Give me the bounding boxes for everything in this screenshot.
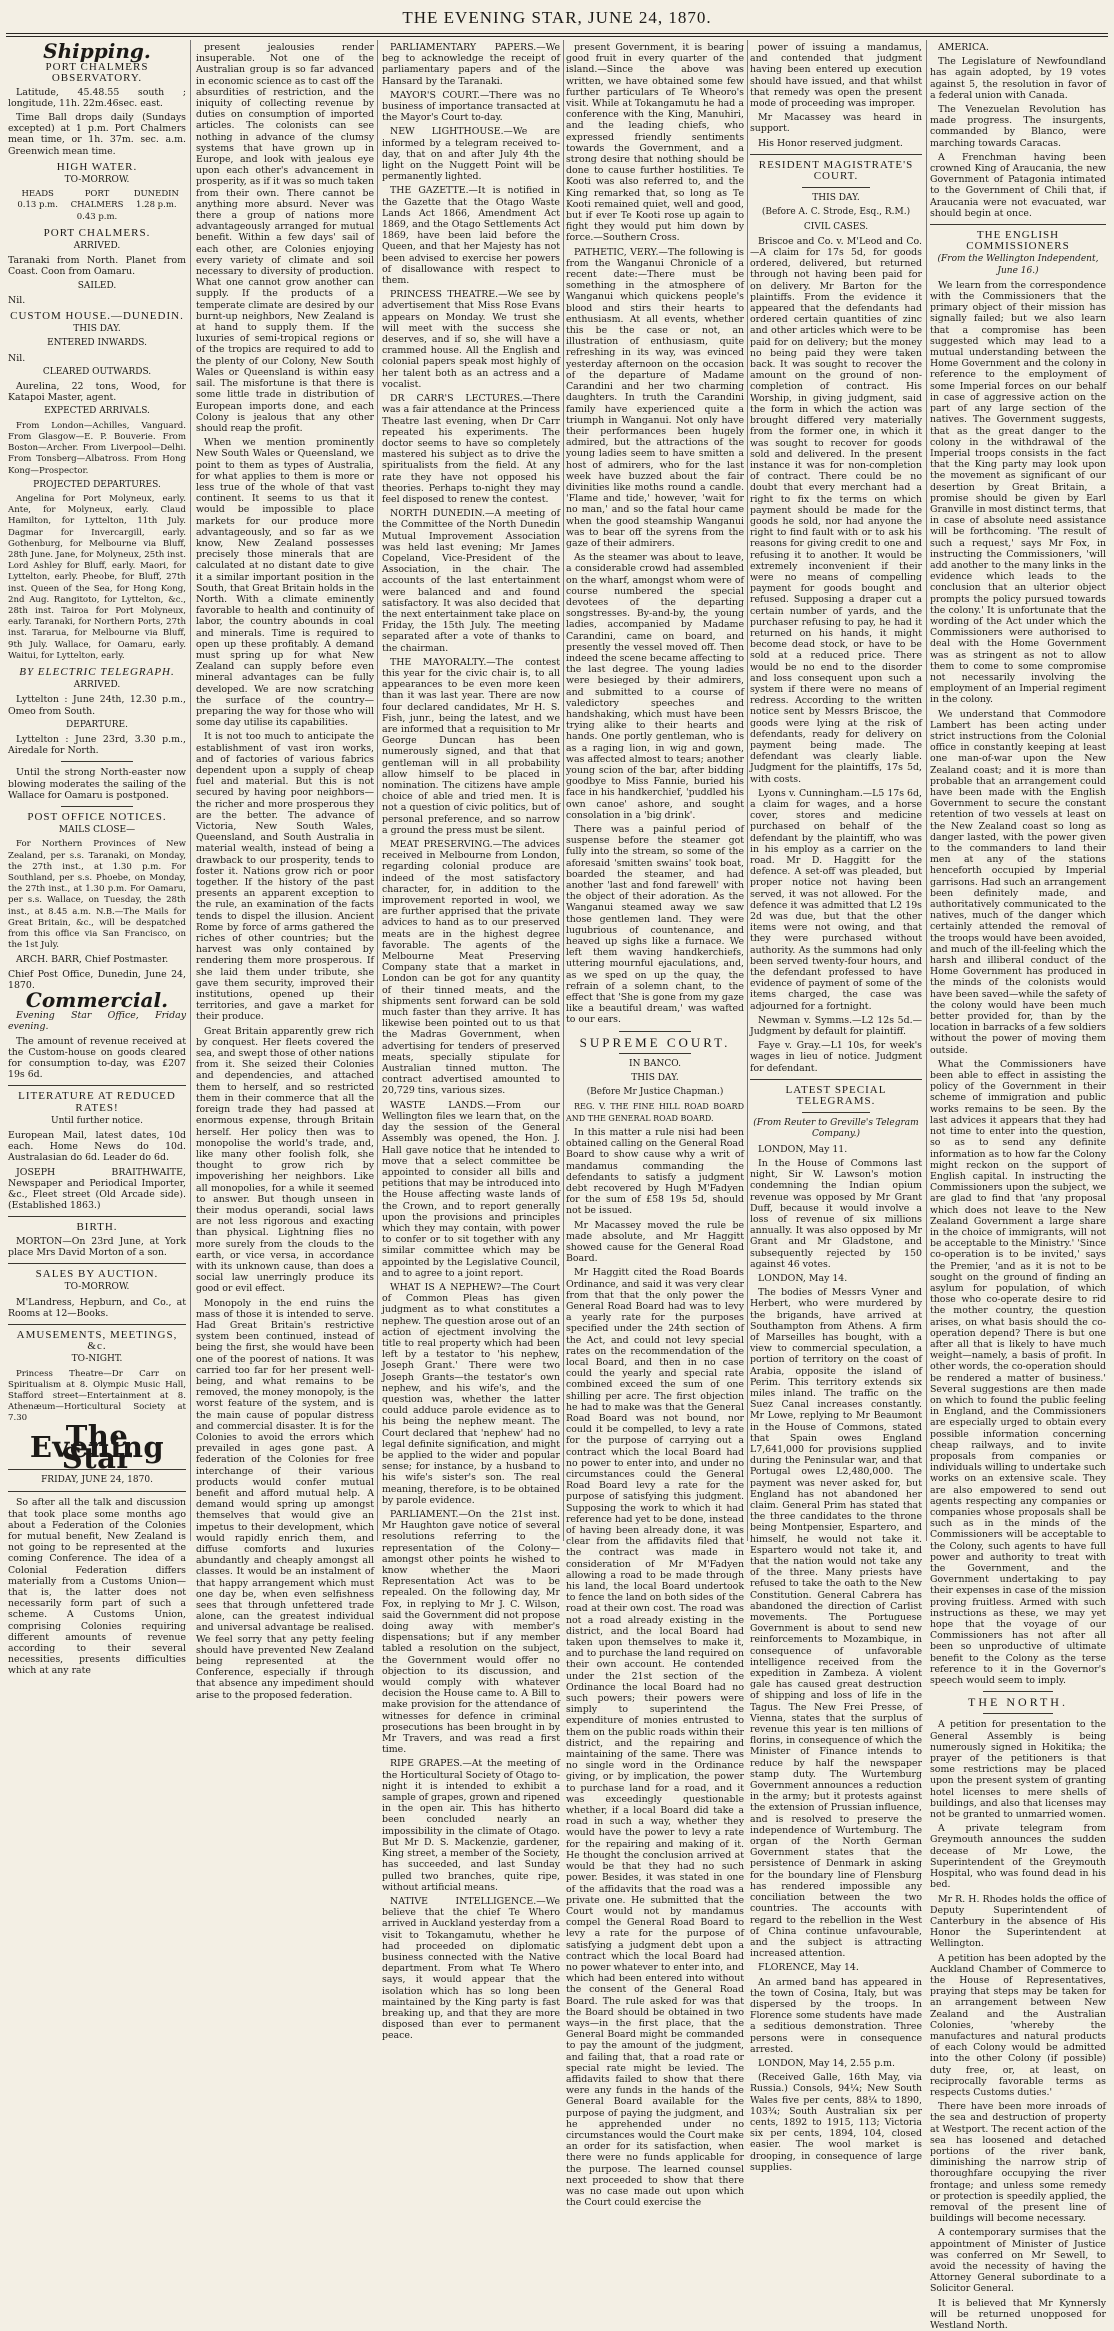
north-paragraph: A petition for presentation to the General Assembly is being numerously signed in Hokitika; the prayer of the petitioners is that some restrictions may be placed upon the present system of granting hotel licenses to mere shells of buildings, and also that licenses may not be granted to unmarried women.	[930, 1719, 1106, 1821]
literature-seller: JOSEPH BRAITHWAITE, Newspaper and Periodical Importer, &c., Fleet street (Old Arcade side). (Established 1863.)	[8, 1166, 186, 1212]
america-paragraph: The Legislature of Newfoundland has again adopted, by 19 votes against 5, the resolution in favor of a federal union with Canada.	[930, 56, 1106, 101]
divider	[619, 1053, 690, 1054]
entered-label: ENTERED INWARDS.	[47, 338, 147, 349]
high-water-sub: TO-MORROW.	[64, 175, 130, 186]
high-water-heading: HIGH WATER.	[56, 160, 138, 173]
news-paragraph: NEW LIGHTHOUSE.—We are informed by a telegram received to-day, that on and after July 4th the light on the Nuggett Point will be permanently lighted.	[382, 126, 560, 183]
news-paragraph: PATHETIC, VERY.—The following is from the Wanganui Chronicle of a recent date:—There must be something in the atmosphere of Wanganui which quickens people's blood and stirs their hearts to enthusiasm. At all events, whether this be the case or not, an illustration of enthusiasm, quite refreshing in its way, was evinced yesterday afternoon on the occasion of the departure of Madame Carandini and her two charming daughters. In truth the Carandini family have experienced quite a triumph in Wanganui. Not only have their performances been hugely admired, but the attractions of the young ladies seem to have smitten a host of admirers, who for the last week have buzzed about the fair divinities like moths round a candle. 'Flame and tide,' however, 'wait for no man,' and so the fatal hour came when the good steamship Wanganui was to bear off the syrens from the gaze of their admirers.	[566, 246, 744, 549]
column-shipping	[8, 39, 186, 1677]
commissioners-paragraph: We learn from the correspondence with the Commissioners that the primary object of their mission has signally failed; but we also learn that a compromise has been suggested which may lead to a mutual understanding between the Home Government and the colony in reference to the employment of some Imperial forces on our behalf in case of aggressive action on the part of any large section of the natives. The Government suggests, that as the great danger to the colony in the withdrawal of the Imperial troops consists in the fact that the King party may look upon the movement as significant of our desertion by Great Britain, a promise should be given by Earl Granville in most distinct terms, that in case of absolute need assistance will be forthcoming. 'The result of such a request,' says Mr Fox, in instructing the Commissioners, 'will add another to the many links in the evidence which leads to the conclusion that an ulterior object prompts the policy pursued towards the colony.' It is unfortunate that the wording of the Act under which the Commissioners were authorised to deal with the Home Government was as stringent as not to allow them to come to some compromise not necessarily involving the employment of an Imperial regiment in the colony.	[930, 279, 1106, 706]
commissioners-paragraph: We understand that Commodore Lambert has been acting under strict instructions from the Colonial office in constantly keeping at least one man-of-war upon the New Zealand coast; and it is more than probable that an arrangement could have been made with the English Government to secure the constant retention of two vessels at least on the New Zealand coast so long as danger lasted, with the power given to the commanders to land their men at any of the stations henceforth occupied by Imperial garrisons. Had such an arrangement been definitely made, and authoritatively communicated to the natives, much of the danger which certainly attended the removal of the troops would have been avoided, and much of the ill-feeling which the harsh and illiberal conduct of the Home Government has produced in the minds of the colonists would have been saved—while the safety of the colony would have been much better provided for, than by the location in barracks of a few soldiers without the power of moving them outside.	[930, 708, 1106, 1056]
divider	[8, 1324, 186, 1325]
editorial-paragraph: Great Britain apparently grew rich by conquest. Her fleets covered the sea, and swept those of other nations from it. She seized their Colonies and dependencies, and attached them to herself, and so restricted them in their commerce that all the foreign trade they had passed at enormous expense, through Britain herself. Her policy then was to monopolise the world's trade, and, like many other foolish folk, she thought to grow rich by impoverishing her neighbors. Like all monopolies, for a while it seemed to answer. But though unseen in their modus operandi, social laws are not less rigorous and exacting than physical. Lightning flies no more surely from the clouds to the earth, or vice versa, in accordance with its unknown cause, than does a social law unerringly produce its good or evil effect.	[196, 1025, 374, 1295]
divider	[983, 1691, 1053, 1692]
lead-article: So after all the talk and discussion that took place some months ago about a Federation of the Colonies for mutual benefit, New Zealand is not going to be represented at the coming Conference. The idea of a Colonial Federation differs materially from a Customs Union—that is, the latter does not necessarily form part of such a scheme. A Customs Union, comprising Colonies requiring different amounts of revenue according to their several necessities, presents difficulties which at any rate	[8, 1497, 186, 1677]
news-paragraph: MAYOR'S COURT.—There was no business of importance transacted at the Mayor's Court to-day.	[382, 89, 560, 124]
divider	[802, 187, 871, 188]
america-paragraph: A Frenchman having been crowned King of Araucania, the new Government of Patagonia intimated to the Government of Chili that, if Araucania were not evacuated, war should begin at once.	[930, 151, 1106, 219]
post-notice: For Northern Provinces of New Zealand, per s.s. Taranaki, on Monday, the 27th inst., at 1.30 p.m. For Southland, per s.s. Phoebe, on Monday, the 27th inst., at 1.30 p.m. For Oamaru, per s.s. Wallace, on Tuesday, the 28th inst., at 8.45 a.m. N.B.—The Mails for Great Britain, &c., will be despatched from this office via San Francisco, on the 1st July.	[8, 839, 186, 951]
telegram-text: The bodies of Messrs Vyner and Herbert, who were murdered by the brigands, have arrived at Southampton from Athens. A firm of Marseilles has bought, with a view to commercial speculation, a portion of territory on the coast of Arabia, opposite the island of Perim. This territory extends six miles inland. The traffic on the Suez Canal increases constantly. Mr Lowe, replying to Mr Beaumont in the House of Commons, stated that Spain owes England L7,641,000 for provisions supplied during the Peninsular war, and that Portugal owes L2,480,000. The payment was never asked for, but England has not abandoned her claim. General Prim has stated that the three candidates to the throne being Montpensier, Espartero, and himself, he would not take it. Espartero would not take it, and that the nation would not take any of the three. Many priests have refused to take the oath to the New Constitution. General Cabrera has abandoned the direction of Carlist movements. The Portuguese Government is about to send new reinforcements to Mozambique, in consequence of unfavorable intelligence received from the expedition in Zambeza. A violent gale has caused great destruction of shipping and loss of life in the Tagus. The New Frei Presse, of Vienna, states that the surplus of revenue this year is ten millions of florins, in consequence of which the Minister of Finance intends to reduce by half the newspaper stamp duty. The Wurtemburg Government announces a reduction in the army; but it protests against the extension of Prussian influence, and is resolved to preserve the independence of Wurtemburg. The organ of the North German Government states that the persistence of Denmark in asking for the boundary line of Flensburg has rendered impossible any conciliation between the two countries. The accounts with regard to the rebellion in the West of China continue unfavourable, and the subject is attracting increased attention.	[750, 1287, 922, 1960]
column-divider	[926, 40, 927, 1541]
court-paragraph: Mr Macassey was heard in support.	[750, 112, 922, 135]
america-heading: AMERICA.	[938, 42, 989, 53]
post-office-heading: POST OFFICE NOTICES.	[27, 810, 167, 823]
observatory-text: Latitude, 45.48.55 south ; longitude, 11h. 22m.46sec. east.	[8, 86, 186, 109]
news-paragraph: DR CARR'S LECTURES.—There was a fair attendance at the Princess Theatre last evening, when Dr Carr repeated his experiments. The doctor seems to have so completely mastered his subject as to drive the spiritualists from the field. At any rate they have not opposed his theories. Perhaps to-night they may feel disposed to renew the contest.	[382, 393, 560, 505]
north-paragraph: There have been more inroads of the sea and destruction of property at Westport. The recent action of the sea has loosened and detached portions of the river bank, diminishing the narrow strip of thoroughfare occupying the river frontage; and unless some remedy or protection is speedily applied, the removal of the present line of buildings will become necessary.	[930, 2101, 1106, 2225]
north-paragraph: A contemporary surmises that the appointment of Minister of Justice was conferred on Mr Sewell, to avoid the necessity of having the Attorney General subordinate to a Solicitor General.	[930, 2227, 1106, 2295]
column-divider	[563, 40, 564, 1541]
mails-label: MAILS CLOSE—	[58, 825, 136, 836]
telegraph-departure-label: DEPARTURE.	[66, 719, 128, 730]
column-local-news	[382, 42, 560, 2042]
tide-label: HEADS	[21, 189, 54, 200]
rm-before: (Before A. C. Strode, Esq., R.M.)	[761, 207, 911, 218]
news-paragraph: RIPE GRAPES.—At the meeting of the Horticultural Society of Otago to-night it is intended to exhibit a sample of grapes, grown and ripened in the open air. This has hitherto been concluded nearly an impossibility in the climate of Otago. But Mr D. S. Mackenzie, gardener, King street, a member of the Society, has succeeded, and last Sunday pulled two branches, quite ripe, without artificial means.	[382, 1758, 560, 1893]
auction-heading: SALES BY AUCTION.	[35, 1268, 159, 1281]
amusements-sub: TO-NIGHT.	[71, 1354, 123, 1365]
masthead: THE EVENING STAR, JUNE 24, 1870.	[402, 8, 712, 27]
telegram-dateline: FLORENCE, May 14.	[758, 1962, 859, 1974]
civil-case: Briscoe and Co. v. M'Leod and Co.—A claim for 17s 5d, for goods ordered, delivered, but returned through not having been paid for on delivery. Mr Barton for the plaintiffs. From the evidence it appeared that the defendants had ordered certain quantities of zinc and other articles which were to be paid for on delivery; but the money no being paid they were taken back. It was sought to recover the amount on the ground of non-completion of contract. His Worship, in giving judgment, said the form in which the action was brought differed very materially from the former one, in which it was sought to recover for goods sold and delivered. In the present instance it was for non-completion of contract. There could be no doubt that every merchant had a right to fix the terms on which payment should be made for the goods he sold, nor had anyone the right to find fault with or to ask his reasons for giving credit to one and refusing it to another. It would be extremely inconvenient if their were no means of compelling payment for goods bought and refused. Supposing a draper cut a certain number of yards, and the purchaser refusing to pay, he had it returned on his hands, it might become dead stock, or have to be sold at a reduced price. There would be no end to the disorder and loss consequent upon such a system if there were no means of redress. According to the written notice sent by Messrs Briscoe, the goods were lying at the risk of defendants, ready for delivery on payment being made. The defendant was clearly liable. Judgment for the plaintiffs, 17s 5d, with costs.	[750, 235, 922, 785]
telegrams-source: (From Reuter to Greville's Telegram Company.)	[753, 1118, 919, 1140]
literature-items: European Mail, latest dates, 10d each. Home News do 10d. Australasian do 6d. Leader do 6d.	[8, 1130, 186, 1164]
divider	[619, 1031, 690, 1032]
divider	[8, 1085, 186, 1086]
north-paragraph: Mr R. H. Rhodes holds the office of Deputy Superintendent of Canterbury in the absence of His Honor the Superintendent at Wellington.	[930, 1893, 1106, 1950]
telegraph-arrived: Lyttelton : June 24th, 12.30 p.m., Omeo from South.	[8, 694, 186, 717]
divider	[802, 1112, 871, 1113]
case-paragraph: In this matter a rule nisi had been obtained calling on the General Road Board to show cause why a writ of mandamus commanding the defendants to satisfy a judgment debt recovered by Hugh M'Fadyen for the sum of £58 19s 5d, should not be issued.	[566, 1126, 744, 1217]
paper-date: FRIDAY, JUNE 24, 1870.	[41, 1475, 153, 1486]
editorial-paragraph: present jealousies render insuperable. Not one of the Australian group is so far advanced in economic science as to cast off the absurdities of restriction, and the iniquity of collecting revenue by duties on consumption of imported articles. The colonists can see nothing in advance of the clumsy systems that have grown up in Europe, and look with jealous eye upon each other's advancement in prosperity, as if it was so much taken from their own. There cannot be anything more absurd. Never was there a group of nations more advantageously arranged for mutual benefit. Within a few days' sail of each other, are Colonies enjoying every variety of climate and soil necessary to diversity of production. What one cannot grow another can supply. If the products of a temperate climate are desired by our burnt-up neighbors, New Zealand is at hand to supply them. If the luxuries of semi-tropical regions or of the tropics are required to add to the plenty of our Colony, New South Wales or Queensland is within easy sail. The misfortune is that there is some little trade in distribution of European imports done, and each Colony is jealous that any other should reap the profit.	[196, 42, 374, 434]
editorial-paragraph: Monopoly in the end ruins the mass of those it is intended to serve. Had Great Britain's restrictive system been continued, instead of being the first, she would have been one of the poorest of nations. It was carried too far for her present well-being, and what remains to be removed, the money monopoly, is the worst feature of the system, and is the main cause of popular distress and commercial disaster. It is for the Colonies to avoid the errors which prevailed in ages gone past. A federation of the Colonies for free interchange of their various products would confer mutual benefit and afford mutual help. A demand would spring up amongst themselves that would give an impetus to their development, which would rapidly enrich them, and diffuse comforts and luxuries abundantly and cheaply amongst all classes. It would be an instalment of that happy arrangement which must one day be, when even selfishness sees that through unfettered trade alone, can the greatest individual and universal advantage be realised. We feel sorry that any petty feeling should have prevented New Zealand being represented at the Conference, especially if through that absence any impediment should arise to the proposed federation.	[196, 1297, 374, 1701]
auction-sub: TO-MORROW.	[64, 1282, 130, 1293]
cleared-label: CLEARED OUTWARDS.	[42, 366, 152, 377]
divider	[750, 1079, 922, 1080]
paper-title: The Evening Star	[29, 1418, 165, 1475]
arrived-list: Taranaki from North. Planet from Coast. Coon from Oamaru.	[8, 255, 186, 278]
masthead-rule-2	[6, 36, 1108, 37]
divider	[930, 224, 1106, 225]
news-paragraph: PARLIAMENTARY PAPERS.—We beg to acknowledge the receipt of parliamentary papers and of the Hansard by the Taranaki.	[382, 42, 560, 87]
telegrams-heading: LATEST SPECIAL TELEGRAMS.	[785, 1083, 887, 1108]
news-paragraph: WASTE LANDS.—From our Wellington files we learn that, on the day the session of the General Assembly was opened, the Hon. J. Hall gave notice that he intended to move that a select committee be appointed to consider all bills and petitions that may be introduced into the House affecting waste lands of the Crown, and to report generally upon the provisions and principles which they may contain, with power to confer or to sit together with any similar committee which may be appointed by the Legislative Council, and to agree to a joint report.	[382, 1099, 560, 1279]
birth-heading: BIRTH.	[76, 1221, 118, 1234]
news-paragraph: PRINCESS THEATRE.—We see by advertisement that Miss Rose Evans appears on Monday. We trust she will meet with the success she deserves, and if so, she will have a crammed house. All the English and colonial papers speak most highly of her talent both as an actress and a vocalist.	[382, 289, 560, 390]
civil-cases-label: CIVIL CASES.	[803, 221, 869, 232]
case-paragraph: Mr Macassey moved the rule be made absolute, and Mr Haggitt showed cause for the General Road Board.	[566, 1219, 744, 1265]
amusements-heading: AMUSEMENTS, MEETINGS, &c.	[16, 1328, 178, 1353]
column-divider	[377, 40, 378, 1541]
postmaster: ARCH. BARR, Chief Postmaster.	[16, 954, 169, 966]
customs-day: THIS DAY.	[73, 324, 121, 335]
divider	[61, 806, 132, 807]
amusements-list: Princess Theatre—Dr Carr on Spiritualism at 8. Olympic Music Hall, Stafford street—Entertainment at 8. Athenæum—Horticultural Society at 7.30	[8, 1368, 186, 1424]
editorial-paragraph: It is not too much to anticipate the establishment of vast iron works, and of factories of various fabrics dependent upon a supply of cheap fuel and material. But this is not secured by having poor neighbors—the richer and more prosperous they are the better. The advance of Victoria, New South Wales, Queensland, and South Australia in material wealth, instead of being a drawback to our prosperity, tends to foster it. Nations grow rich or poor together. If the history of the past presents an apparent exception to the rule, an examination of the facts tends to dispel the illusion. Ancient Rome by force of arms gathered the riches of other countries; but the harvest was only contained by rendering them more prosperous. If she laid them under tribute, she gave them security, improved their institutions, opened up their territories, and gave a market for their produce.	[196, 731, 374, 1023]
customs-heading: CUSTOM HOUSE.—DUNEDIN.	[10, 310, 184, 323]
column-news-court	[566, 42, 744, 2209]
news-paragraph: PARLIAMENT.—On the 21st inst. Mr Haughton gave notice of several resolutions referring to the representation of the Colony—amongst other points he wished to know whether the Maori Representation Act was to be repealed. On the following day, Mr Fox, in replying to Mr J. C. Wilson, said the Government did not propose doing away with member's dispensations; but if any member tabled a resolution on the subject, the Government would offer no objection to its discussion, and would comply with whatever decision the House came to. A Bill to make provision for the attendance of witnesses for defence in criminal prosecutions has been brought in by Mr Travers, and was read a first time.	[382, 1509, 560, 1756]
case-paragraph: Mr Haggitt cited the Road Boards Ordinance, and said it was very clear from that that the only power the General Road Board had was to levy a yearly rate for the purposes specified under the 24th section of the Act, and could not levy special rates on the recommendation of the local Board, and then in no case could the yearly and special rate combined exceed the sum of one shilling per acre. The first objection he had to make was that the General Road Board was not bound, nor could it be compelled, to levy a rate for the purpose of carrying out a contract which the local Board had no power to enter into, and under no circumstances could the General Road Board levy a rate for the purpose of satisfying this judgment. Supposing the work to which it had reference had yet to be done, instead of having been already done, it was clear from the affidavits filed that the contract was made in consideration of Mr M'Fadyen allowing a road to be made through his land, the local Board undertook to fence the land on both sides of the road at their own cost. The road was not a road already existing in the district, and the local Board had taken upon themselves to make it, and to purchase the land required on their own account. He contended under the 21st section of the Ordinance the local Board had no such powers; their powers were simply to superintend the expenditure of monies entrusted to them on the public roads within their district, and the repairing and maintaining of the same. There was no single word in the Ordinance giving, or by implication, the power to purchase land for a road, and it was exceedingly questionable whether, if a local Board did take a road in such a way, whether they would have the power to levy a rate for the repairing and making of it. He thought the conclusion arrived at would be that they had no such power. Besides, it was stated in one of the affidavits that the road was a private one. He submitted that the Court would not by mandamus compel the General Road Board to levy a rate for the purpose of satisfying a judgment debt upon a contract which the local Board had no power whatever to enter into, and which had been entered into without the consent of the General Road Board. The rule asked for was that the Board should be obtained in two ways—in the first place, that the General Board might be commanded to pay the amount of the judgment, and failing that, that a road rate or special rate might be levied. The affidavits failed to show that there were any funds in the hands of the General Board available for the purpose of paying the judgment, and he apprehended under no circumstances would the Court make an order for its satisfaction, when there were no funds applicable for the purpose. The learned counsel next proceeded to show that there was no case made out upon which the Court could exercise the	[566, 1267, 744, 2209]
news-paragraph: THE GAZETTE.—It is notified in the Gazette that the Otago Waste Lands Act 1866, Amendment Act 1869, and the Otago Settlements Act 1869, have been laid before the Queen, and that her Majesty has not been advised to exercise her powers of disallowance with respect to them.	[382, 185, 560, 287]
north-paragraph: A petition has been adopted by the Auckland Chamber of Commerce to the House of Representatives, praying that steps may be taken for an arrangement between New Zealand and the Australian Colonies, 'whereby the manufactures and natural products of each Colony would be admitted into the other Colony (if possible) duty free, or, at least, on reciprocally favorable terms as respects Customs duties.'	[930, 1952, 1106, 2098]
commercial-heading: Commercial.	[25, 988, 169, 1013]
sailed-label: SAILED.	[77, 280, 117, 291]
telegraph-departure: Lyttelton : June 23rd, 3.30 p.m., Airedale for North.	[8, 733, 186, 757]
wallace-notice: Until the strong North-easter now blowing moderates the sailing of the Wallace for Oamaru is postponed.	[8, 767, 186, 801]
column-editorial	[196, 42, 374, 1701]
commissioners-paragraph: What the Commissioners have been able to effect in assisting the policy of the Government in their scheme of immigration and public works remains to be seen. By the last advices it appears that they had not time to enter into the question, so as to send any definite information as to how far the Colony might reckon on the support of English capital. In instructing the Commissioners upon the subject, we are glad to find that 'any proposal which does not leave to the New Zealand Government a large share in the choice of immigrants, will not be acceptable to the Ministry.' 'Since co-operation is to be invited,' says the Premier, 'and as it is not to be sought on the ground of finding an asylum for population, of which those who co-operate desire to rid the mother country, the question arises, on what basis should the co-operation depend? There is but one after all that is likely to have much weight—namely, a basis of profit. In other words, the co-operation should be rendered a matter of business.' Several suggestions are then made on which to found the public feeling in England, and the Commissioners are especially urged to obtain every possible information concerning cheap railways, and to invite proposals from companies or individuals willing to undertake such works on an extensive scale. They are also empowered to send out agents respecting any companies or companies whose proposals shall be such as in the minds of the Commissioners will be acceptable to the Colony, such agents to have full power and authority to treat with the Government, and the Government undertaking to pay their expenses in case of the mission proving fruitless. Armed with such instructions as these, we may yet hope that the voyage of our Commissioners has not after all been so unproductive of ultimate benefit to the Colony as the terse reference to it in the Governor's speech would seem to imply.	[930, 1058, 1107, 1687]
supreme-court-heading: SUPREME COURT.	[579, 1034, 731, 1050]
news-paragraph: NATIVE INTELLIGENCE.—We believe that the chief Te Whero arrived in Auckland yesterday from a visit to Tokangamutu, whether he had proceeded on diplomatic business connected with the Native department. From what Te Whero says, it would appear that the isolation which has so long been maintained by the King party is fast breaking up, and that they are more disposed than ever to permanent peace.	[382, 1895, 560, 2042]
america-paragraph: The Venezuelan Revolution has made progress. The insurgents, commanded by Blanco, were marching towards Caracas.	[930, 104, 1106, 149]
news-paragraph: NORTH DUNEDIN.—A meeting of the Committee of the North Dunedin Mutual Improvement Association was held last evening; Mr James Copeland, Vice-President of the Association, in the chair. The accounts of the last entertainment were balanced and and found satisfactory. It was also decided that the next entertainment take place on Friday, the 15th July. The meeting separated after a vote of thanks to the chairman.	[382, 508, 560, 654]
rm-day: THIS DAY.	[812, 193, 860, 204]
divider	[8, 1491, 186, 1492]
cleared-list: Aurelina, 22 tons, Wood, for Katapoi Master, agent.	[8, 381, 186, 404]
court-paragraph: His Honor reserved judgment.	[758, 137, 903, 149]
port-chalmers-heading: PORT CHALMERS.	[43, 226, 151, 239]
expected-list: From London—Achilles, Vanguard. From Glasgow—E. P. Bouverie. From Boston—Archer. From Liverpool—Delhi. From Tonsberg—Albatross. From Hong Kong—Prospector.	[8, 420, 186, 476]
divider	[983, 1713, 1053, 1714]
commercial-office: Evening Star Office, Friday evening.	[8, 1010, 186, 1033]
sailed-list: Nil.	[8, 294, 26, 306]
projected-list: Angelina for Port Molyneux, early. Ante, for Molyneux, early. Claud Hamilton, for Lyttelton, 11th July. Dagmar for Invercargill, early. Gothenburg, for Melbourne via Bluff, 28th June. Jane, for Molyneux, 25th inst. Lord Ashley for Bluff, early. Maori, for Lyttelton, early. Pheobe, for Bluff, 27th inst. Queen of the Sea, for Hong Kong, 2nd Aug. Rangitoto, for Lyttelton, &c., 28th inst. Tairoa for Port Molyneux, early. Taranaki, for Northern Ports, 27th inst. Tararua, for Melbourne via Bluff, 9th July. Wallace, for Oamaru, early. Waitui, for Lyttelton, early.	[8, 493, 186, 661]
news-paragraph: present Government, it is bearing good fruit in every quarter of the island.—Since the above was written, we have obtained some few further particulars of Te Wheoro's visit. While at Tokangamutu he had a conference with the King, Manuhiri, and the leading chiefs, who expressed friendly sentiments towards the Government, and a strong desire that nothing should be done to cause further hostilities. Te Kooti was also referred to, and the King remarked that, so long as Te Kooti remained quiet, well and good, but if ever Te Kooti rose up again to fight they would put him down by force.—Southern Cross.	[566, 42, 744, 244]
projected-label: PROJECTED DEPARTURES.	[33, 479, 161, 490]
timeball-text: Time Ball drops daily (Sundays excepted) at 1 p.m. Port Chalmers mean time, or 1h. 37m. sec. a.m. Greenwich mean time.	[8, 112, 186, 157]
masthead-rule	[6, 33, 1108, 34]
tide-time: 0.13 p.m.	[17, 200, 58, 211]
divider	[61, 761, 132, 762]
entered-list: Nil.	[8, 352, 26, 364]
civil-case: Faye v. Gray.—L1 10s, for week's wages in lieu of notice. Judgment for defendant.	[750, 1040, 922, 1074]
divider	[8, 1216, 186, 1217]
column-divider	[747, 40, 748, 1541]
telegraph-arrived-label: ARRIVED.	[73, 680, 121, 691]
arrived-label: ARRIVED.	[73, 241, 121, 252]
commissioners-source: (From the Wellington Independent, June 16.)	[937, 254, 1099, 276]
auction-notice: M'Landress, Hepburn, and Co., at Rooms at 12—Books.	[8, 1296, 186, 1319]
north-paragraph: It is believed that Mr Kynnersly will be returned unopposed for Westland North.	[930, 2297, 1106, 2331]
court-paragraph: power of issuing a mandamus, and contended that judgment having been entered up execution should have issued, and that whilst that remedy was open the present mode of proceeding was improper.	[750, 42, 922, 110]
divider	[8, 1263, 186, 1264]
column-divider	[190, 40, 191, 1541]
birth-notice: MORTON—On 23rd June, at York place Mrs David Morton of a son.	[8, 1235, 186, 1258]
post-date: Chief Post Office, Dunedin, June 24, 1870.	[8, 968, 186, 991]
news-paragraph: There was a painful period of suspense before the steamer got fully into the stream, so some of the aforesaid 'smitten swains' took boat, boarded the steamer, and had another 'last and fond farewell' with the object of their adoration. As the Wanganui steamed away we saw those gentlemen land. They were lugubrious of countenance, and heaved up sighs like a furnace. We left them waving handkerchiefs, uttering mournful ejaculations, and, as we sped on up the quay, the refrain of a solemn chant, to the effect that 'She is gone from my gaze like a beautiful dream,' was wafted to our ears.	[566, 824, 744, 1026]
column-commissioners	[930, 42, 1107, 2331]
telegram-text: (Received Galle, 16th May, via Russia.) Consols, 94¼; New South Wales five per cents, 88¼ to 1890, 103¾; South Australian six per cents, 1892 to 1915, 113; Victoria six per cents, 1894, 104, closed easier. The wool market is drooping, in consequence of large supplies.	[750, 2072, 922, 2173]
shipping-heading: Shipping.	[43, 39, 151, 63]
civil-case: Lyons v. Cunningham.—L5 17s 6d, a claim for wages, and a horse cover, stores and medicine purchased on behalf of the defendant by the plaintiff, who was in his employ as a carrier on the road. Mr D. Haggitt for the defence. A set-off was pleaded, but proper notice not having been served, it was not allowed. For the defence it was admitted that L2 19s 2d was due, but that the other items were not owing, and that they were purchased without authority. As the summons had only been served twenty-four hours, and the defendant professed to have evidence of payment of some of the items charged, the case was adjourned for a fortnight.	[750, 787, 923, 1012]
literature-heading: LITERATURE AT REDUCED RATES!	[18, 1090, 176, 1114]
news-paragraph: As the steamer was about to leave, a considerable crowd had assembled on the wharf, amongst whom were of course numbered the special devotees of the departing songstresses. By-and-by, the young ladies, accompanied by Madame Carandini, came on board, and presently the vessel moved off. Then indeed the scene became affecting to the last degree. The young ladies were besieged by their admirers, and submitted to a course of valedictory speeches and handshaking, which must have been trying alike to their hearts and hands. One portly gentleman, who is as a raging lion, in wig and gown, was affected almost to tears; another young scion of the bar, after bidding goodbye to Miss Fannie, buried his face in his handkerchief, 'puddled his own canoe' ashore, and sought consolation in a 'big drink'.	[566, 552, 744, 821]
commissioners-heading: THE ENGLISH COMMISSIONERS	[966, 229, 1070, 253]
observatory-heading: PORT CHALMERS OBSERVATORY.	[45, 61, 149, 85]
commercial-text: The amount of revenue received at the Custom-house on goods cleared for consumption to-day, was £207 19s 6d.	[8, 1035, 186, 1081]
news-paragraph: WHAT IS A NEPHEW?—The Court of Common Pleas has given judgment as to what constitutes a nephew. The question arose out of an action of ejectment involving the title to real property which had been left by a testator to 'his nephew, Joseph Grant.' There were two Joseph Grants—the testator's own nephew, and his wife's, and the question was, whether the latter could adduce parole evidence as to his being the nephew meant. The Court declared that 'nephew' had no legal definite signification, and might be applied to the wider and popular sense; for instance, by a husband to his wife's sister's son. The real meaning, therefore, is to be obtained by parole evidence.	[382, 1281, 560, 1506]
tide-table	[8, 189, 186, 223]
expected-label: EXPECTED ARRIVALS.	[44, 406, 150, 417]
banco-label: IN BANCO.	[629, 1058, 681, 1069]
rm-court-heading: RESIDENT MAGISTRATE'S COURT.	[758, 158, 914, 183]
banco-day: THIS DAY.	[631, 1073, 679, 1084]
telegram-text: In the House of Commons last night, Sir W. Lawson's motion condemning the Indian opium revenue was opposed by Mr Grant Duff, because it would involve a loss of revenue of six millions annually. It was also opposed by Mr Grant and Mr Gladstone, and subsequently rejected by 150 against 46 votes.	[750, 1157, 922, 1270]
news-paragraph: THE MAYORALTY.—The contest this year for the civic chair is, to all appearances to be even more keen than it was last year. There are now four declared candidates, Mr H. S. Fish, junr., being the latest, and we are informed that a requisition to Mr George Duncan has been numerously signed, and that that gentleman will in all probability allow himself to be placed in nomination. The citizens have ample choice of able and tried men. It is not a question of civic politics, but of personal preference, and so narrow a ground the press must be silent.	[382, 656, 560, 836]
telegram-text: An armed band has appeared in the town of Cosina, Italy, but was dispersed by the troops. In Florence some students have made a seditious demonstration. Three persons were in consequence arrested.	[750, 1976, 922, 2055]
telegram-dateline: LONDON, May 11.	[758, 1143, 848, 1155]
banco-judge: (Before Mr Justice Chapman.)	[586, 1087, 724, 1098]
tide-time: 0.43 p.m.	[76, 211, 118, 222]
telegram-dateline: LONDON, May 14, 2.55 p.m.	[758, 2057, 895, 2069]
divider	[750, 154, 922, 155]
editorial-paragraph: When we mention prominently New South Wales or Queensland, we point to them as types of Australia, for what applies to them is more or less true of the whole of that vast continent. It seems to us that it would be impossible to place markets for our produce more advantageously, and so far as we know, New Zealand possesses precisely those minerals that are calculated at no distant date to give it a similar important position in the South, that Great Britain holds in the North. With a climate eminently favorable to health and continuity of labor, the country abounds in coal and minerals. Time is required to open up these profitably. A demand must spring up for what New Zealand can supply before even mineral advantages can be fully developed. We are now scratching the surface of the country—preparing the way for those who will some day utilise its capabilities.	[196, 437, 374, 729]
literature-sub: Until further notice.	[51, 1115, 143, 1126]
tide-label: DUNEDIN	[133, 189, 179, 200]
north-paragraph: A private telegram from Greymouth announces the sudden decease of Mr Lowe, the Superintendent of the Greymouth Hospital, who was found dead in his bed.	[930, 1823, 1106, 1891]
news-paragraph: MEAT PRESERVING.—The advices received in Melbourne from London, regarding colonial produce are indeed of the most satisfactory character, for, in addition to the improvement reported in wool, we are further apprised that the private advices to hand as to our preserved meats are in the highest degree favorable. The agents of the Melbourne Meat Preserving Company state that a market in London can be got for any quantity of their tinned meats, and the shipments sent forward can be sold much faster than they arrive. It has likewise been pointed out to us that the Madras Government, when advertising for tenders of preserved meats, specially stipulate for Australian tinned mutton. The contract advertised amounted to 20,729 tins, various sizes.	[382, 839, 560, 1097]
tide-time: 1.28 p.m.	[136, 200, 177, 211]
column-court-telegrams	[750, 42, 923, 2173]
telegram-dateline: LONDON, May 14.	[758, 1272, 848, 1284]
telegraph-heading: BY ELECTRIC TELEGRAPH.	[19, 665, 175, 678]
civil-case: Newman v. Symms.—L2 12s 5d.—Judgment by default for plaintiff.	[750, 1014, 922, 1038]
north-heading: THE NORTH.	[968, 1695, 1068, 1710]
tide-label: PORT CHALMERS	[70, 189, 124, 211]
case-title: REG. V. THE FINE HILL ROAD BOARD AND THE GENERAL ROAD BOARD.	[566, 1102, 744, 1123]
